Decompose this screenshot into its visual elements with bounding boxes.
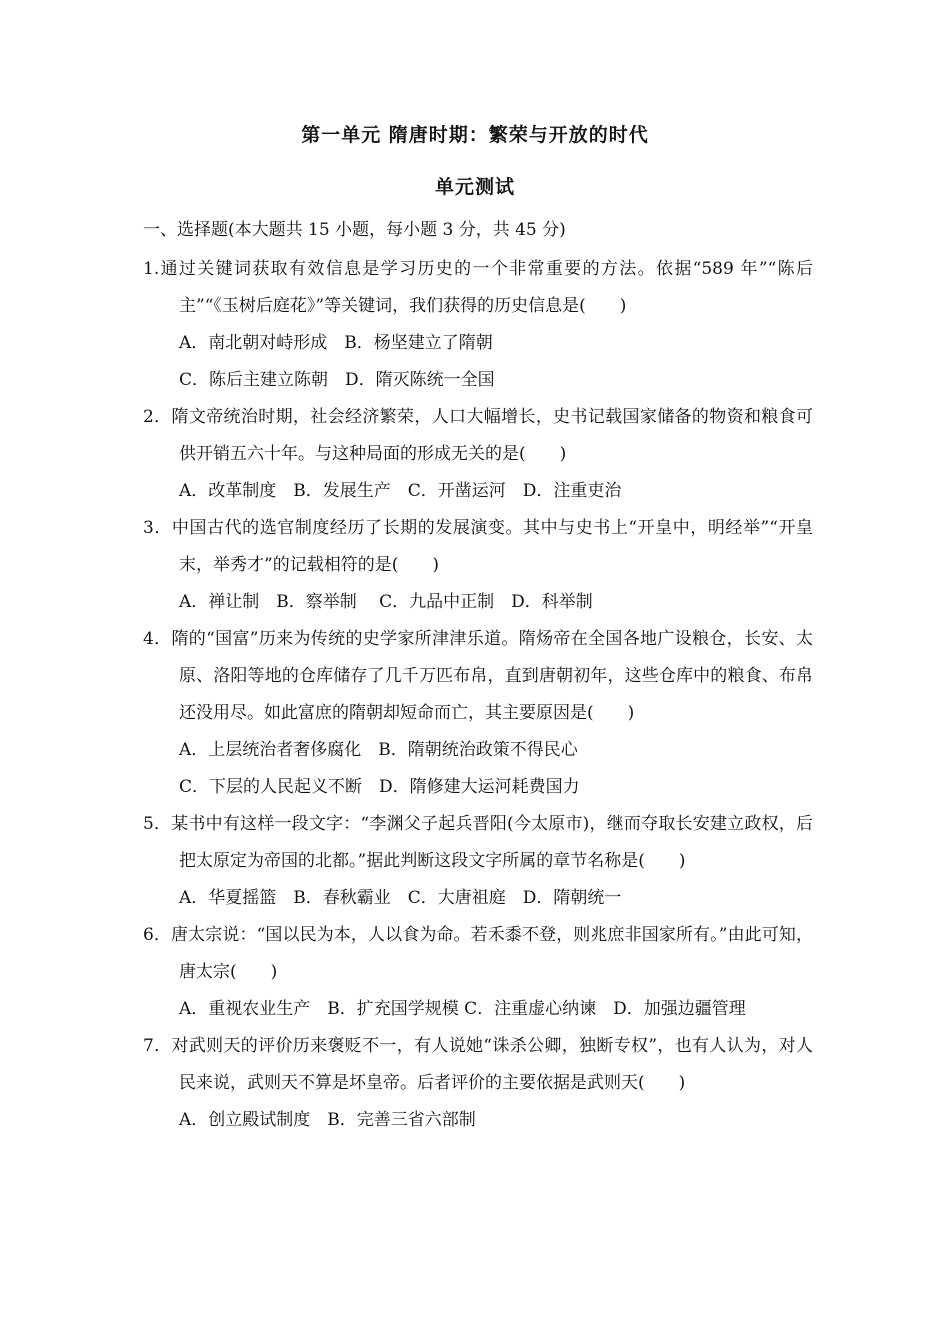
page-title: 第一单元 隋唐时期：繁荣与开放的时代 xyxy=(301,124,649,146)
option-line: A．华夏摇篮 B．春秋霸业 C．大唐祖庭 D．隋朝统一 xyxy=(179,888,622,908)
question-stem: 7．对武则天的评价历来褒贬不一，有人说她“诛杀公卿，独断专权”，也有人认为，对人民来说，武则天不算是坏皇帝。后者评价的主要依据是武则天( ) xyxy=(143,1036,813,1093)
question-2 xyxy=(143,399,813,510)
question-list xyxy=(143,251,813,1139)
question-stem: 5．某书中有这样一段文字：“李渊父子起兵晋阳(今太原市)，继而夺取长安建立政权，后把太原定为帝国的北都。”据此判断这段文字所属的章节名称是( ) xyxy=(143,814,813,871)
page-subtitle: 单元测试 xyxy=(434,176,515,198)
question-6 xyxy=(143,917,813,1028)
option-line: C．陈后主建立陈朝 D．隋灭陈统一全国 xyxy=(179,370,495,390)
question-stem: 3．中国古代的选官制度经历了长期的发展演变。其中与史书上“开皇中，明经举”“开皇末，举秀才”的记载相符的是( ) xyxy=(143,518,813,575)
question-4 xyxy=(143,621,813,806)
option-line: A．上层统治者奢侈腐化 B．隋朝统治政策不得民心 xyxy=(179,740,578,760)
option-line: A．创立殿试制度 B．完善三省六部制 xyxy=(179,1110,476,1130)
question-7 xyxy=(143,1028,813,1139)
option-line: A．禅让制 B．察举制 C．九品中正制 D．科举制 xyxy=(179,592,593,612)
question-stem: 6．唐太宗说：“国以民为本，人以食为命。若禾黍不登，则兆庶非国家所有。”由此可知，唐太宗( ) xyxy=(143,925,813,982)
question-3 xyxy=(143,510,813,621)
option-line: A．南北朝对峙形成 B．杨坚建立了隋朝 xyxy=(179,333,493,353)
option-line: C．下层的人民起义不断 D．隋修建大运河耗费国力 xyxy=(179,777,580,797)
section-heading: 一、选择题(本大题共 15 小题，每小题 3 分，共 45 分) xyxy=(143,220,566,240)
question-stem: 4．隋的“国富”历来为传统的史学家所津津乐道。隋炀帝在全国各地广设粮仓，长安、太原、洛阳等地的仓库储存了几千万匹布帛，直到唐朝初年，这些仓库中的粮食、布帛还没用尽。如此富庶的隋朝却短命而亡，其主要原因是( ) xyxy=(143,629,813,723)
question-stem: 1.通过关键词获取有效信息是学习历史的一个非常重要的方法。依据“589 年”“陈后主”“《玉树后庭花》”等关键词，我们获得的历史信息是( ) xyxy=(143,259,813,316)
question-5 xyxy=(143,806,813,917)
question-stem: 2．隋文帝统治时期，社会经济繁荣，人口大幅增长，史书记载国家储备的物资和粮食可供开销五六十年。与这种局面的形成无关的是( ) xyxy=(143,407,813,464)
option-line: A．改革制度 B．发展生产 C．开凿运河 D．注重吏治 xyxy=(179,481,622,501)
option-line: A．重视农业生产 B．扩充国学规模 C．注重虚心纳谏 D．加强边疆管理 xyxy=(179,999,746,1019)
question-1 xyxy=(143,251,813,399)
